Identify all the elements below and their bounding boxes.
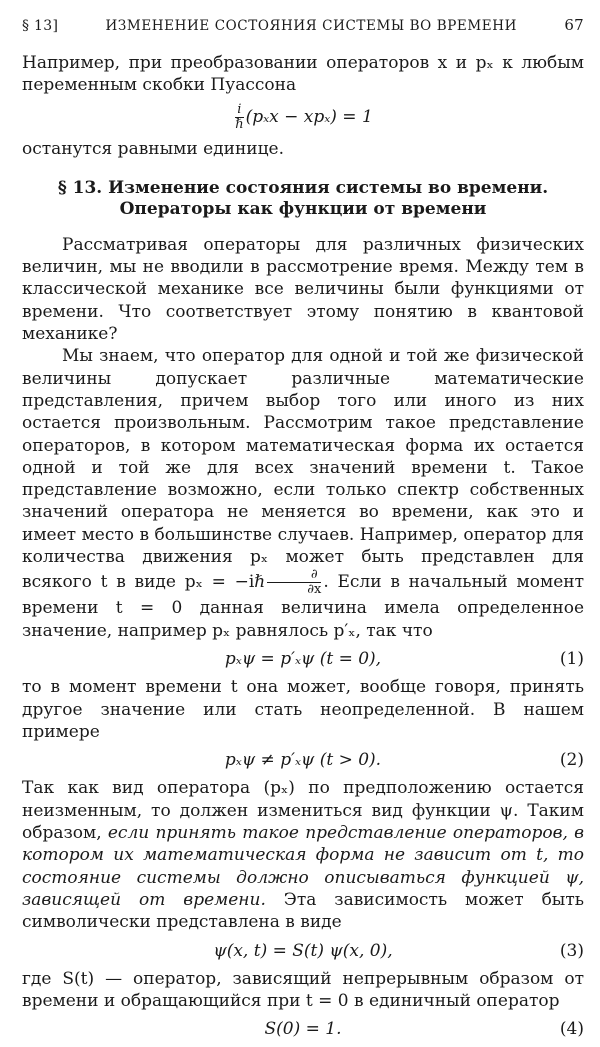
equation-3-number: (3) — [559, 940, 584, 961]
paragraph-4-start: Так как вид оператора (pₓ) по предположению остается неизменным, то должен измениться вид функции ψ. Таким образом, — [22, 778, 584, 844]
paragraph-5: где S(t) — оператор, зависящий непрерывным образом от времени и обращающийся при t = 0 в единичный оператор — [22, 968, 584, 1012]
i-over-hbar-fraction — [235, 103, 243, 132]
paragraph-2 — [22, 345, 584, 642]
equation-1-body: pₓψ = p′ₓψ (t = 0), — [224, 648, 382, 669]
running-header — [22, 14, 584, 34]
equation-2 — [22, 749, 584, 771]
paragraph-2-part-a: Мы знаем, что оператор для одной и той же физической величины допускает различные математические представления, причем выбор того или иного из них остается произвольным. Рассмотрим такое представление операторов, в котором математическая форма их остается одной и той же для всех значений времени t. Такое представление возможно, если только спектр собственных значений оператора не меняется во времени, как это и имеет место в большинстве случаев. Например, оператор для количества движения pₓ может быть представлен для всякого t в виде pₓ = −iℏ — [22, 346, 584, 593]
header-section-ref: § 13] — [22, 18, 59, 34]
equation-1-number: (1) — [559, 648, 584, 669]
poisson-bracket-equation — [22, 103, 584, 132]
partial-derivative-fraction — [267, 568, 321, 597]
equation-2-body: pₓψ ≠ p′ₓψ (t > 0). — [224, 750, 382, 771]
book-page — [22, 14, 584, 1047]
fraction-numerator: i — [237, 101, 242, 117]
paragraph-1: Рассматривая операторы для различных физических величин, мы не вводили в рассмотрение время. Между тем в классической механике все величины были функциями от времени. Что соответствует этому понятию в квантовой механике? — [22, 234, 584, 345]
page-number: 67 — [564, 16, 584, 34]
intro-conclusion: останутся равными единице. — [22, 138, 285, 159]
paragraph-4-end: Эта зависимость может быть символически представлена в виде — [22, 889, 584, 933]
intro-text: Например, при преобразовании операторов x и pₓ к любым переменным скобки Пуассона — [22, 53, 584, 96]
section-title-line-1: § 13. Изменение состояния системы во времени. — [57, 177, 549, 198]
equation-4 — [22, 1018, 584, 1040]
paragraph-3: то в момент времени t она может, вообще говоря, принять другое значение или стать неопределенной. В нашем примере — [22, 677, 584, 742]
partial-numerator: ∂ — [310, 567, 318, 583]
fraction-denominator: ℏ — [235, 116, 244, 132]
equation-4-number: (4) — [559, 1019, 584, 1040]
partial-denominator: ∂x — [307, 582, 322, 598]
section-heading — [22, 178, 584, 220]
section-title-line-2: Операторы как функции от времени — [119, 198, 487, 219]
equation-2-number: (2) — [559, 750, 584, 771]
equation-4-body: S(0) = 1. — [264, 1019, 342, 1040]
paragraph-4-italic: если принять такое представление операторов, в котором их математическая форма не зависит от t, то состояние системы должно описываться функцией ψ, зависящей от времени. — [22, 823, 585, 910]
paragraph-2-part-b: . Если в начальный момент времени t = 0 данная величина имела определенное значение, например pₓ равнялось p′ₓ, так что — [22, 572, 584, 641]
equation-3 — [22, 940, 584, 962]
header-title: ИЗМЕНЕНИЕ СОСТОЯНИЯ СИСТЕМЫ ВО ВРЕМЕНИ — [105, 18, 518, 34]
equation-1 — [22, 648, 584, 670]
equation-3-body: ψ(x, t) = S(t) ψ(x, 0), — [213, 940, 393, 961]
paragraph-4 — [22, 777, 584, 933]
poisson-bracket-body: (pₓx − xpₓ) = 1 — [245, 106, 373, 127]
